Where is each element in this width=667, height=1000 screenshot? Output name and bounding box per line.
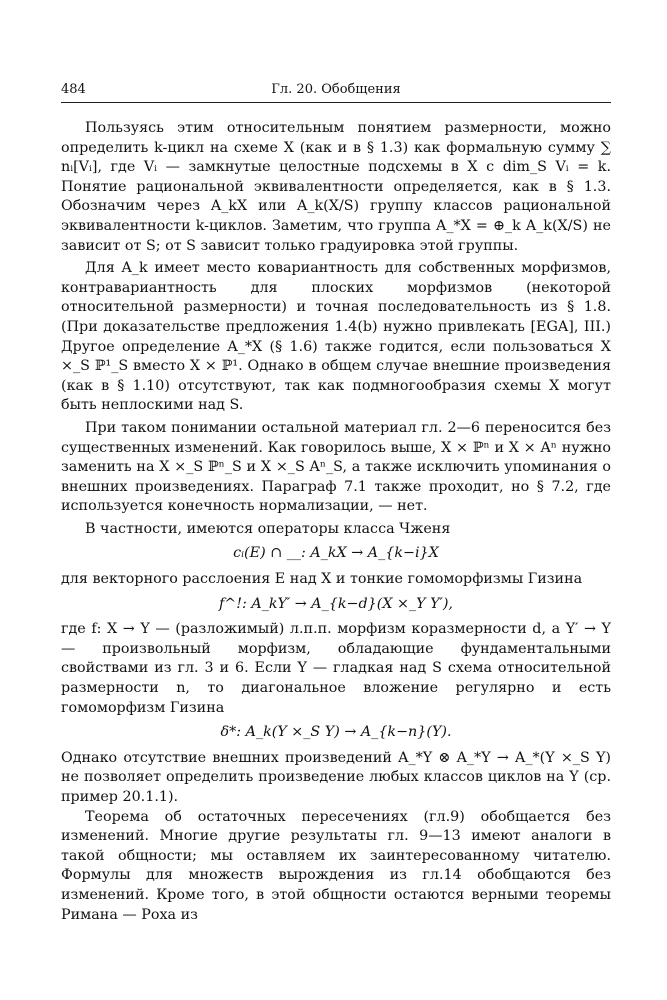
page-number: 484: [61, 82, 86, 97]
running-head: Гл. 20. Обобщения: [271, 82, 401, 97]
formula-diagonal: δ*: A_k(Y ×_S Y) → A_{k−n}(Y).: [220, 724, 452, 741]
formula-gysin: f^!: A_kY′ → A_{k−d}(X ×_Y Y′),: [219, 595, 453, 612]
body-text: [61, 119, 611, 925]
paragraph-3: При таком понимании остальной материал гл. 2—6 переносится без существенных изменений. Как говорилось выше, X × ℙⁿ и X × Aⁿ нужно заменить на X ×_S ℙⁿ_S и X ×_S Aⁿ_S, а также исключить упоминания о внешних произведениях. Параграф 7.1 также проходит, но § 7.2, где используется конечность нормализации, — нет.: [61, 419, 611, 515]
page-header: [61, 82, 611, 102]
paragraph-6: где f: X → Y — (разложимый) л.п.п. морфизм коразмерности d, а Y′ → Y — произвольный морфизм, обладающие фундаментальными свойствами из гл. 3 и 6. Если Y — гладкая над S схема относительной размерности n, то диагональное вложение регулярно и есть гомоморфизм Гизина: [61, 621, 611, 716]
paragraph-2: Для A_k имеет место ковариантность для собственных морфизмов, контравариантность для плоских морфизмов (некоторой относительной размерности) и точная последовательность из § 1.8. (При доказательстве предложения 1.4(b) нужно привлекать [EGA], III.) Другое определение A_*X (§ 1.6) также годится, если пользоваться X ×_S ℙ¹_S вместо X × ℙ¹. Однако в общем случае внешние произведения (как в § 1.10) отсутствуют, так как подмногообразия схемы X могут быть неплоскими над S.: [61, 260, 611, 414]
paragraph-1: Пользуясь этим относительным понятием размерности, можно определить k-цикл на схеме X (как и в § 1.3) как формальную сумму ∑ nᵢ[Vᵢ], где Vᵢ — замкнутые целостные подсхемы в X с dim_S Vᵢ = k. Понятие рациональной эквивалентности определяется, как в § 1.3. Обозначим через A_kX или A_k(X/S) группу классов рациональной эквивалентности k-циклов. Заметим, что группа A_*X = ⊕_k A_k(X/S) не зависит от S; от S зависит только градуировка этой группы.: [61, 120, 611, 254]
paragraph-4: В частности, имеются операторы класса Чженя: [85, 520, 451, 537]
formula-chern-class: cᵢ(E) ∩ __: A_kX → A_{k−i}X: [233, 545, 439, 562]
paragraph-7: Однако отсутствие внешних произведений A_*Y ⊗ A_*Y → A_*(Y ×_S Y) не позволяет определить произведение любых классов циклов на Y (ср. пример 20.1.1).: [61, 749, 611, 805]
header-rule: [61, 102, 611, 103]
paragraph-8: Теорема об остаточных пересечениях (гл.9) обобщается без изменений. Многие другие результаты гл. 9—13 имеют аналоги в такой общности; мы оставляем их заинтересованному читателю. Формулы для множеств вырождения из гл.14 обобщаются без изменений. Кроме того, в этой общности остаются верными теоремы Римана — Роха из: [61, 808, 611, 923]
paragraph-5: для векторного расслоения E над X и тонкие гомоморфизмы Гизина: [61, 571, 583, 588]
